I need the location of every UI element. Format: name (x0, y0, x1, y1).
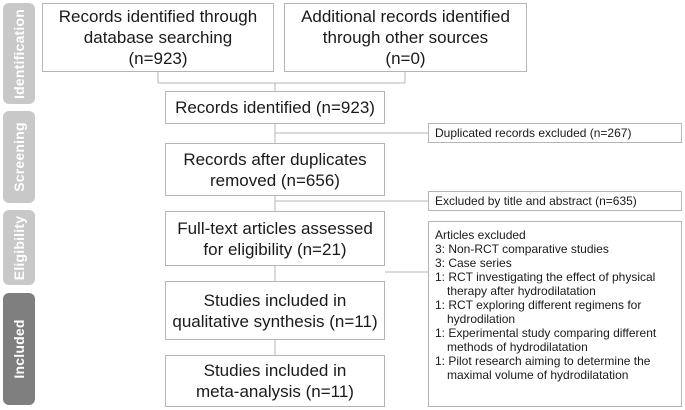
phase-screening (3, 111, 35, 203)
excluded-reason-item: 1: RCT exploring different regimens for hydrodilation (435, 298, 642, 326)
box-title-abstract-excluded (428, 191, 682, 211)
box-meta-analysis-text: Studies included in meta-analysis (n=11) (196, 361, 354, 401)
phase-identification (3, 3, 35, 104)
excluded-reason-item: 3: Case series (435, 256, 512, 270)
box-meta-analysis (165, 355, 385, 407)
excluded-reason-item: 3: Non-RCT comparative studies (435, 242, 609, 256)
title-abstract-excluded-text: Excluded by title and abstract (n=635) (435, 194, 637, 208)
box-database-records-text: Records identified through database searching (n=923) (58, 7, 258, 68)
box-qualitative-synthesis-text: Studies included in qualitative synthesis (n=11) (172, 290, 378, 331)
excluded-reason-item: 1: Pilot research aiming to determine the maximal volume of hydrodilatation (435, 354, 651, 382)
box-other-sources-text: Additional records identified through other sources (n=0) (301, 7, 510, 68)
box-other-sources (284, 3, 527, 72)
box-records-identified-text: Records identified (n=923) (175, 98, 375, 117)
excluded-reason-item: 1: Experimental study comparing different methods of hydrodilatation (435, 326, 657, 354)
articles-excluded-header: Articles excluded (435, 228, 526, 242)
phase-screening-label: Screening (11, 122, 27, 192)
box-database-records (42, 3, 274, 72)
duplicates-excluded-text: Duplicated records excluded (n=267) (435, 126, 632, 140)
box-qualitative-synthesis (165, 281, 385, 340)
phase-included (3, 293, 35, 405)
phase-included-label: Included (11, 319, 27, 379)
phase-eligibility (3, 210, 35, 285)
box-after-duplicates-text: Records after duplicates removed (n=656) (183, 149, 367, 190)
box-duplicates-excluded (428, 123, 682, 143)
phase-eligibility-label: Eligibility (11, 215, 27, 280)
box-articles-excluded (428, 221, 682, 407)
phase-identification-label: Identification (11, 8, 27, 99)
excluded-reason-item: 1: RCT investigating the effect of physical therapy after hydrodilatation (435, 270, 656, 298)
box-after-duplicates (165, 143, 385, 196)
box-full-text-assessed (165, 211, 385, 266)
box-full-text-assessed-text: Full-text articles assessed for eligibility (n=21) (177, 218, 373, 259)
box-records-identified (165, 91, 385, 124)
